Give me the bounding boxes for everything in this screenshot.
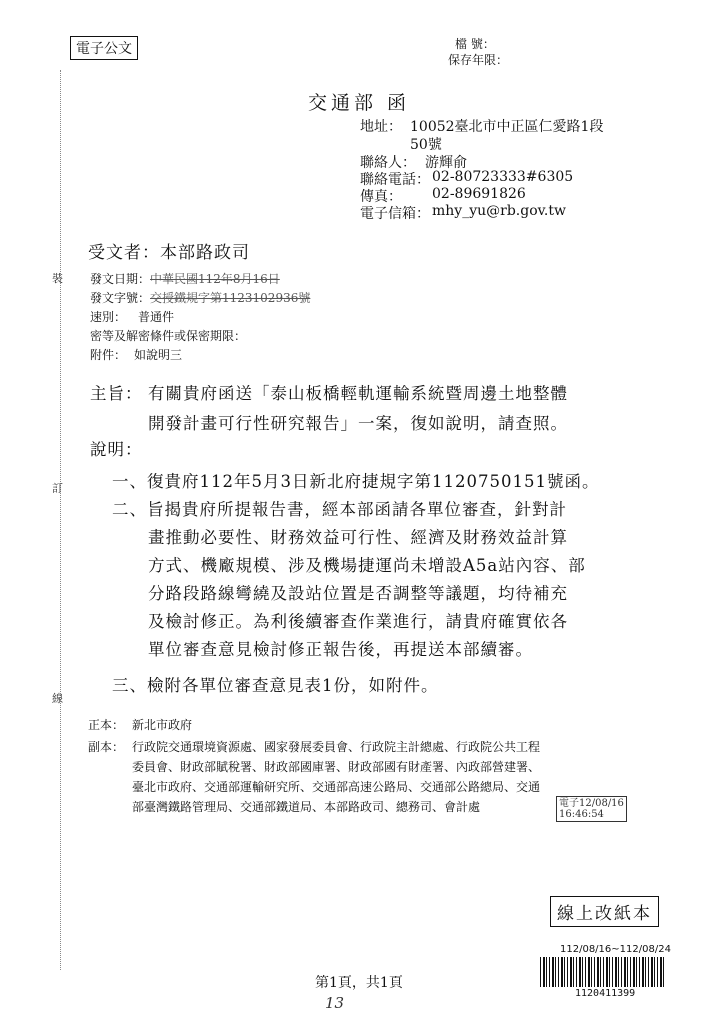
cc-copy-line-1: 行政院交通環境資源處、國家發展委員會、行政院主計總處、行政院公共工程 <box>132 740 541 754</box>
item-2-line-2: 畫推動必要性、財務效益可行性、經濟及財務效益計算 <box>148 528 568 547</box>
explain-label: 說明： <box>90 440 143 459</box>
attach-value: 如說明三 <box>134 348 183 362</box>
secrecy-label: 密等及解密條件或保密期限： <box>90 329 247 343</box>
cc-main-label: 正本： <box>88 718 125 732</box>
phone-value: 02-80723333#6305 <box>432 169 574 185</box>
cc-main-value: 新北市政府 <box>132 718 193 732</box>
phone-label: 聯絡電話： <box>360 172 430 188</box>
fax-value: 02-89691826 <box>432 186 526 202</box>
subject-line-1: 有關貴府函送「泰山板橋輕軌運輸系統暨周邊土地整體 <box>148 384 568 403</box>
item-1: 一、復貴府112年5月3日新北府捷規字第1120750151號函。 <box>112 472 600 491</box>
address-label: 地址： <box>360 119 402 135</box>
item-2-line-6: 單位審查意見檢討修正報告後，再提送本部續審。 <box>148 640 533 659</box>
margin-mark-1: 裝 <box>52 272 63 285</box>
email-value: mhy_yu@rb.gov.tw <box>432 203 566 219</box>
binding-line <box>60 70 61 970</box>
doc-no-label: 發文字號： <box>90 291 151 305</box>
date-value: 中華民國112年8月16日 <box>150 272 280 286</box>
subject-label: 主旨： <box>90 384 143 403</box>
speed-value: 普通件 <box>138 310 175 324</box>
e-stamp-line-1: 電子12/08/16 <box>559 798 624 809</box>
doc-no-value: 交授鐵規字第1123102936號 <box>150 291 311 305</box>
cc-copy-label: 副本： <box>88 740 125 754</box>
margin-mark-2: 訂 <box>52 482 63 495</box>
subject-line-2: 開發計畫可行性研究報告」一案，復如說明，請查照。 <box>148 414 568 433</box>
file-no-label: 檔 號： <box>455 37 495 51</box>
attach-label: 附件： <box>90 348 127 362</box>
online-to-paper-stamp: 線上改紙本 <box>550 896 659 927</box>
e-document-tag: 電子公文 <box>70 36 138 60</box>
doc-title: 交通部 函 <box>308 92 411 114</box>
item-2-line-5: 及檢討修正。為利後續審查作業進行，請貴府確實依各 <box>148 612 568 631</box>
e-stamp-line-2: 16:46:54 <box>559 809 604 820</box>
item-2-line-4: 分路段路線彎繞及設站位置是否調整等議題，均待補充 <box>148 584 568 603</box>
barcode-number: 1120411399 <box>575 988 636 999</box>
margin-mark-3: 線 <box>52 692 63 705</box>
page-footer: 第1頁，共1頁 <box>315 975 403 991</box>
email-label: 電子信箱： <box>360 206 430 222</box>
keep-years-label: 保存年限： <box>448 53 509 67</box>
cc-copy-line-2: 委員會、財政部賦稅署、財政部國庫署、財政部國有財產署、內政部營建署、 <box>132 760 541 774</box>
address-line1: 10052臺北市中正區仁愛路1段 <box>410 119 604 135</box>
contact-label: 聯絡人： <box>360 155 416 171</box>
date-label: 發文日期： <box>90 272 151 286</box>
item-2-line-1: 二、旨揭貴府所提報告書，經本部函請各單位審查，針對計 <box>112 500 567 519</box>
date-range: 112/08/16~112/08/24 <box>560 944 671 955</box>
e-stamp <box>556 796 627 822</box>
cc-copy-line-4: 部臺灣鐵路管理局、交通部鐵道局、本部路政司、總務司、會計處 <box>132 800 481 814</box>
item-3: 三、檢附各單位審查意見表1份，如附件。 <box>112 676 439 695</box>
fax-label: 傳真： <box>360 189 402 205</box>
item-2-line-3: 方式、機廠規模、涉及機場捷運尚未增設A5a站內容、部 <box>148 556 586 575</box>
handwritten-page-number: 13 <box>325 994 345 1012</box>
cc-copy-line-3: 臺北市政府、交通部運輸研究所、交通部高速公路局、交通部公路總局、交通 <box>132 780 541 794</box>
barcode <box>540 957 665 987</box>
contact-name: 游輝俞 <box>425 155 467 171</box>
address-line2: 50號 <box>410 137 442 153</box>
speed-label: 速別： <box>90 310 127 324</box>
recipient: 受文者：本部路政司 <box>88 243 250 263</box>
